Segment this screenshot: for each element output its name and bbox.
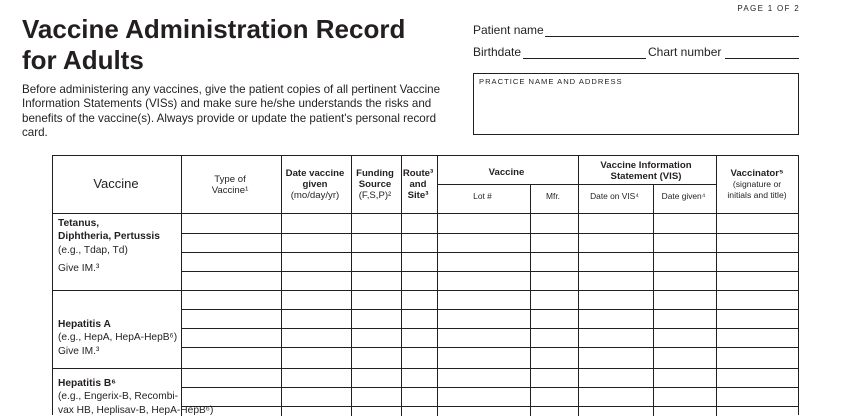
birthdate-field[interactable] (523, 57, 646, 59)
group-line (53, 290, 798, 291)
header-date-given-vis: Date given⁴ (661, 191, 706, 201)
chart-number-field[interactable] (725, 57, 799, 59)
header-vaccinator: Vaccinator⁵ (signature or initials and title) (727, 168, 787, 200)
row-line (181, 233, 798, 234)
header-date-on-vis: Date on VIS⁴ (590, 191, 639, 201)
row-line (181, 252, 798, 253)
row-line (181, 309, 798, 310)
practice-address-box[interactable] (473, 73, 799, 135)
header-manufacturer: Mfr. (546, 191, 560, 201)
header-vaccine-group: Vaccine (488, 167, 525, 178)
header-funding-source: Funding Source (F,S,P)² (356, 168, 394, 201)
patient-name-label: Patient name (473, 23, 544, 37)
header-date-given: Date vaccine given (mo/day/yr) (285, 168, 345, 201)
title-line-1: Vaccine Administration Record (22, 14, 406, 44)
chart-number-label: Chart number (648, 45, 722, 59)
group-line (53, 368, 798, 369)
header-bottom-line (53, 213, 798, 214)
row-line (181, 328, 798, 329)
practice-label: PRACTICE NAME AND ADDRESS (479, 77, 623, 86)
col-divider (653, 184, 654, 416)
page-title (22, 14, 405, 76)
col-divider (530, 184, 531, 416)
header-vaccine: Vaccine (93, 176, 139, 191)
intro-paragraph: Before administering any vaccines, give the patient copies of all pertinent Vaccine Information Statements (VISs) and make sure he/she understands the risks and benefits of the vaccine(s). Always provide or update the patient's personal record card. (22, 83, 441, 139)
birthdate-label: Birthdate (473, 45, 522, 59)
header-vis: Vaccine Information Statement (VIS) (600, 160, 692, 182)
vaccine-row-hepatitis-b: Hepatitis B⁶ (e.g., Engerix-B, Recombi- vax HB, Heplisav-B, HepA-HepB⁶) (58, 378, 214, 416)
page-number: PAGE 1 OF 2 (737, 4, 800, 13)
vaccine-row-tdap: Tetanus, Diphtheria, Pertussis (e.g., Tdap, Td) Give IM.³ (58, 218, 160, 275)
header-type-of-vaccine: Type of Vaccine¹ (211, 174, 249, 196)
header-lot-number: Lot # (473, 191, 492, 201)
row-line (181, 387, 798, 388)
row-line (181, 347, 798, 348)
title-line-2: for Adults (22, 45, 144, 75)
row-line (181, 271, 798, 272)
header-subdivider (437, 184, 716, 185)
header-route-site: Route³ and Site³ (402, 168, 434, 201)
vaccine-row-hepatitis-a: Hepatitis A (e.g., HepA, HepA-HepB⁶) Give IM.³ (58, 319, 178, 357)
patient-name-field[interactable] (545, 35, 799, 37)
